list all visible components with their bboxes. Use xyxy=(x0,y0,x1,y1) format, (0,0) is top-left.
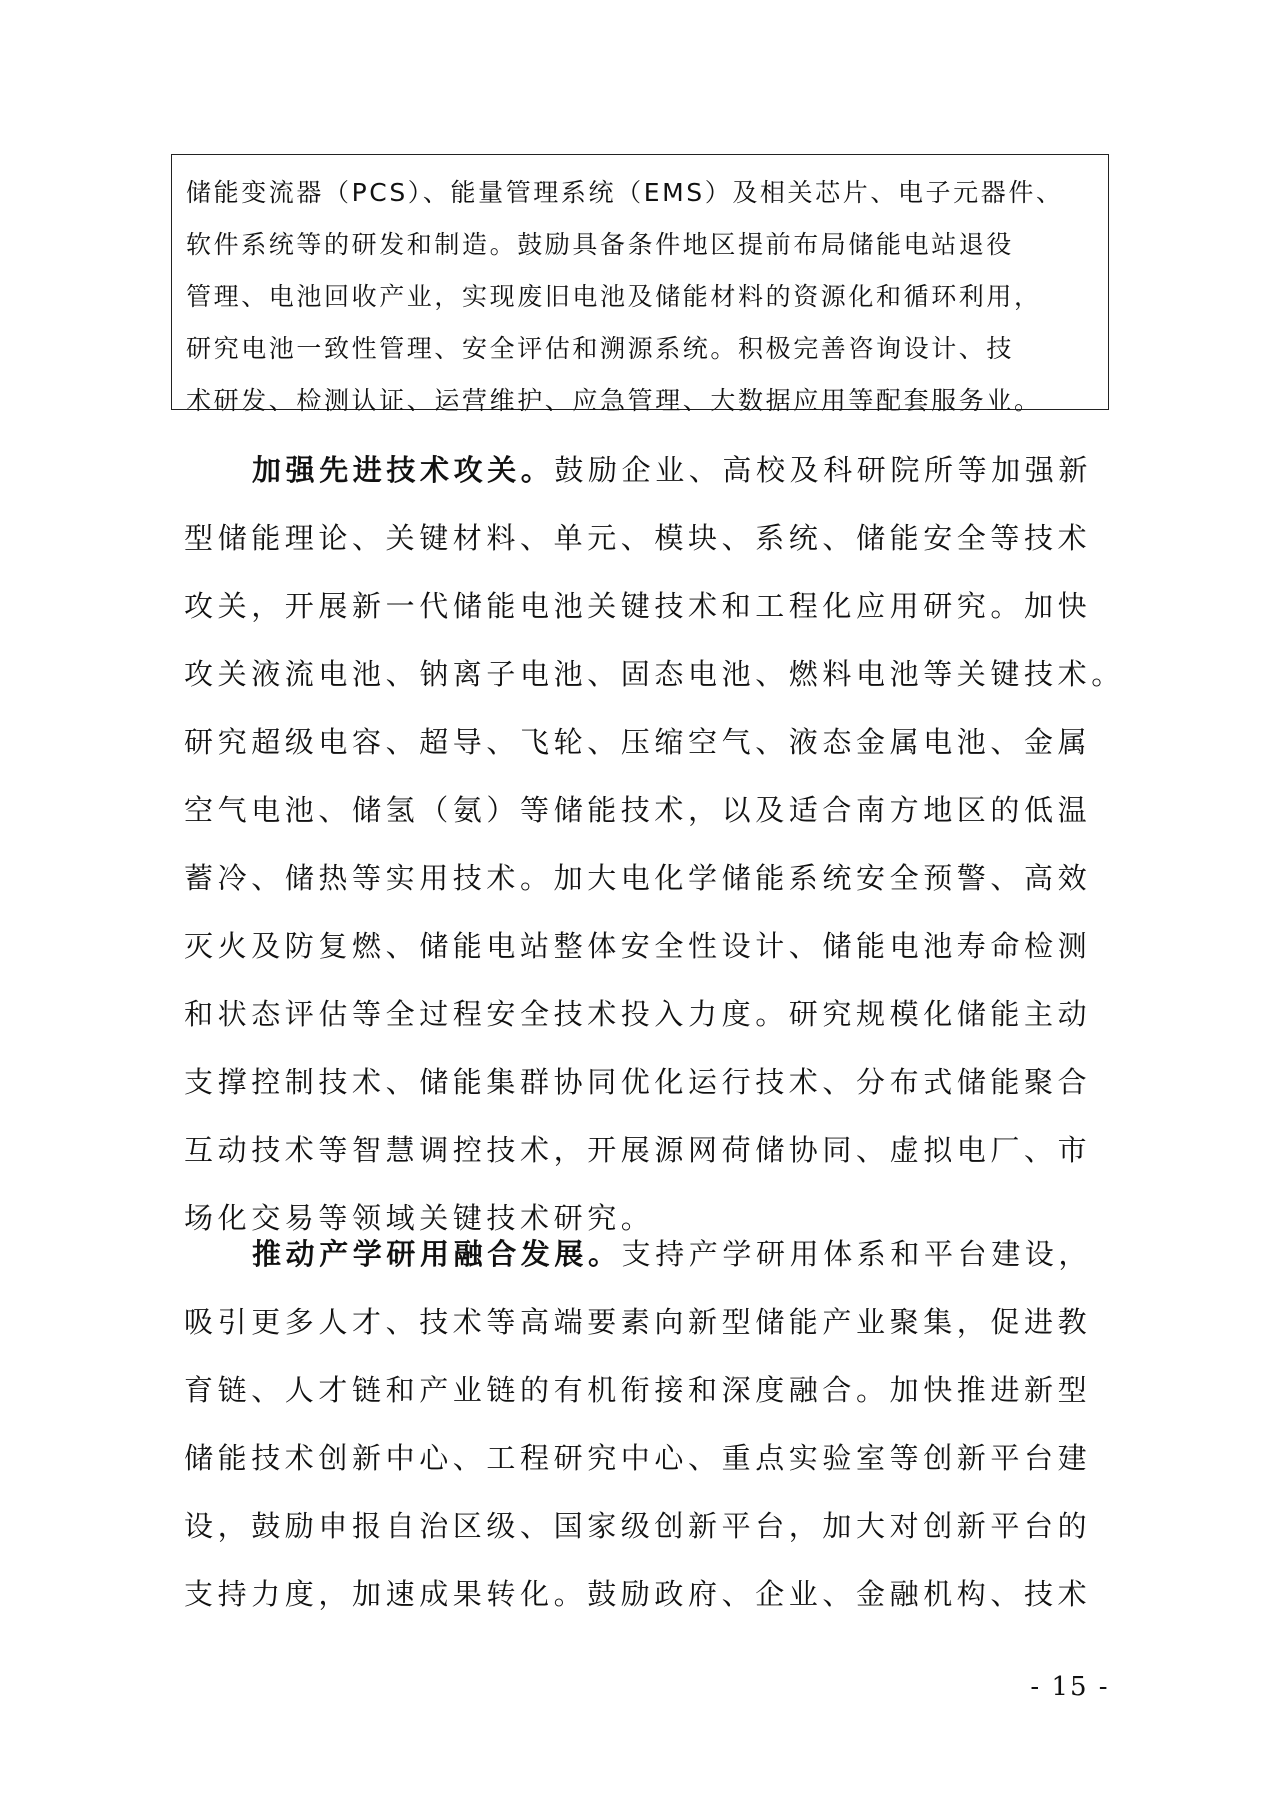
section-lead: 推动产学研用融合发展。 xyxy=(252,1237,622,1271)
paragraph-line: 支持力度，加速成果转化。鼓励政府、企业、金融机构、技术 xyxy=(184,1577,1092,1611)
paragraph-line: 互动技术等智慧调控技术，开展源网荷储协同、虚拟电厂、市 xyxy=(184,1133,1092,1167)
boxed-line: 研究电池一致性管理、安全评估和溯源系统。积极完善咨询设计、技 xyxy=(186,334,1015,363)
paragraph-line: 储能技术创新中心、工程研究中心、重点实验室等创新平台建 xyxy=(184,1441,1092,1475)
section-industry-academia xyxy=(184,1220,1114,1628)
paragraph-line: 灭火及防复燃、储能电站整体安全性设计、储能电池寿命检测 xyxy=(184,929,1092,963)
paragraph-first-line xyxy=(184,436,1114,504)
paragraph-line: 场化交易等领域关键技术研究。 xyxy=(184,1201,655,1235)
paragraph-line: 吸引更多人才、技术等高端要素向新型储能产业聚集，促进教 xyxy=(184,1305,1092,1339)
first-line-text: 支持产学研用体系和平台建设， xyxy=(621,1237,1093,1271)
boxed-line: 管理、电池回收产业，实现废旧电池及储能材料的资源化和循环利用， xyxy=(186,282,1042,311)
paragraph-line: 攻关液流电池、钠离子电池、固态电池、燃料电池等关键技术。 xyxy=(184,657,1125,691)
paragraph-line: 和状态评估等全过程安全技术投入力度。研究规模化储能主动 xyxy=(184,997,1092,1031)
boxed-line: 储能变流器（PCS）、能量管理系统（EMS）及相关芯片、电子元器件、 xyxy=(186,178,1064,207)
paragraph-line: 育链、人才链和产业链的有机衔接和深度融合。加快推进新型 xyxy=(184,1373,1092,1407)
paragraph-line: 支撑控制技术、储能集群协同优化运行技术、分布式储能聚合 xyxy=(184,1065,1092,1099)
page-number: - 15 - xyxy=(1030,1672,1110,1702)
section-lead: 加强先进技术攻关。 xyxy=(252,453,555,487)
paragraph-line: 空气电池、储氢（氨）等储能技术，以及适合南方地区的低温 xyxy=(184,793,1092,827)
paragraph-first-line xyxy=(184,1220,1114,1288)
paragraph-line: 攻关，开展新一代储能电池关键技术和工程化应用研究。加快 xyxy=(184,589,1092,623)
boxed-paragraph xyxy=(171,154,1109,415)
paragraph-line: 研究超级电容、超导、飞轮、压缩空气、液态金属电池、金属 xyxy=(184,725,1092,759)
section-advanced-tech xyxy=(184,436,1125,1252)
first-line-text: 鼓励企业、高校及科研院所等加强新 xyxy=(554,453,1093,487)
boxed-line: 术研发、检测认证、运营维护、应急管理、大数据应用等配套服务业。 xyxy=(186,386,1042,415)
paragraph-line: 蓄冷、储热等实用技术。加大电化学储能系统安全预警、高效 xyxy=(184,861,1092,895)
paragraph-line: 设，鼓励申报自治区级、国家级创新平台，加大对创新平台的 xyxy=(184,1509,1092,1543)
paragraph-line: 型储能理论、关键材料、单元、模块、系统、储能安全等技术 xyxy=(184,521,1092,555)
boxed-line: 软件系统等的研发和制造。鼓励具备条件地区提前布局储能电站退役 xyxy=(186,230,1015,259)
